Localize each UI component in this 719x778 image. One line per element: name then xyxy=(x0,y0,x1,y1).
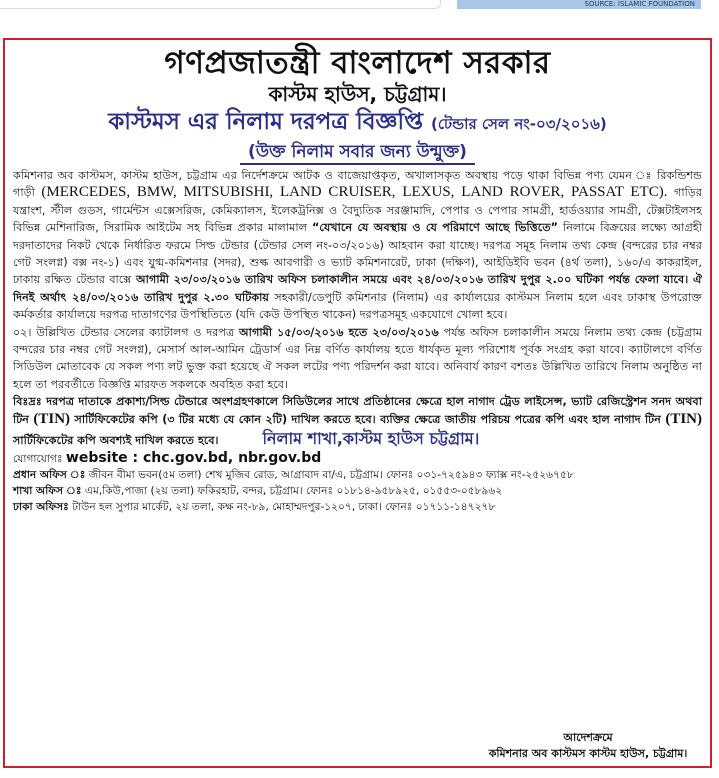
p2-text-b: পর্যন্ত অফিস চলাকালীন সময়ে নিলাম তথ্য কেন্দ্র (চট্টগ্রাম বন্দরের চার নম্বর গেট সংলগ্ন), মেসার্স আল-আমিন ট্রেডার্স এর নিম্ন বর্ণিত কার্যালয় হতে ধার্যকৃত মূল্য পরিশোধ পূর্বক সংগ্রহ করা যাবে। ক্যাটালগে বর্ণিত সিডিউল মোতাবেক যে সকল পণ্য লট ভুক্ত করা হয়েছে ঐ সকল লটের পণ্য পরিদর্শন করা যাবে। অনিবার্য কারণ বশতঃ উল্লিখিত তারিখে নিলাম অনুষ্ঠিত না হলে তা পরবর্তীতে বিজ্ঞপ্তি মারফত সকলকে অবহিত করা হবে। xyxy=(13,325,702,391)
dhaka-office-line xyxy=(13,499,702,515)
website-links: website : chc.gov.bd, nbr.gov.bd xyxy=(65,450,322,467)
tender-sale-number: (টেন্ডার সেল নং-০৩/২০১৬) xyxy=(431,115,607,133)
branch-office-label: শাখা অফিস ঃ xyxy=(13,485,82,498)
p2-text-a: ০২। উল্লিখিত টেন্ডার সেলের ক্যাটালগ ও দরপত্র xyxy=(13,325,235,339)
special-notice xyxy=(13,393,702,450)
tender-notice-ad xyxy=(3,38,712,768)
p1-car-brands: (MERCEDES, BMW, MITSUBISHI, LAND CRUISER, LEXUS, LAND ROVER, PASSAT ETC). xyxy=(41,184,668,201)
p2-catalog-dates: আগামী ১৫/০৩/২০১৬ হতে ২৩/০৩/২০১৬ xyxy=(239,325,439,339)
p1-text-c: নিলামে বিক্রয়ের লক্ষ্যে আগ্রহী দরদাতাদের নিকট থেকে নির্ধারিত ফরমে সিল্ড টেন্ডার (টেন্ডার সেল নং-০৩/২০১৬) আহবান করা যাচ্ছে। দরপত্র সমূহ নিলাম তথ্য কেন্দ্র (বন্দরের চার নম্বর গেট সংলগ্ন) বক্স নং-১) এবং যুগ্ম-কমিশনার (সদর), শুল্ক আবগারী ও ভ্যাট কমিশনারেট, ঢাকা (দক্ষিণ), আইডিইবি ভবন (৪র্থ তলা), ১৬০/এ কাকরাইল, ঢাকায় রক্ষিত টেন্ডার বাক্সে xyxy=(13,221,702,287)
dhaka-office-label: ঢাকা অফিসঃ xyxy=(13,501,69,514)
notice-tin-2: (TIN) xyxy=(665,410,702,427)
head-office-address: জীবন বীমা ভবন(৫ম তলা) শেখ মুজিব রোড, আগ্রাবাদ বা/এ, চট্টগ্রাম। ফোনঃ ০৩১-৭২৫৯৪৩ ফ্যাক্স নং-২৫২৬৭৫৮ xyxy=(88,469,574,482)
contact-label: যোগাযোগঃ xyxy=(13,453,63,466)
notice-tin-1: (TIN) xyxy=(33,410,71,427)
top-strip xyxy=(0,0,719,26)
dhaka-office-address: টাউন হল সুপার মার্কেট, ২য় তলা, কক্ষ নং-৮৯, মোহাম্মদপুর-১২০৭, ঢাকা। ফোনঃ ০১৭১১-১৪৭২৭৮ xyxy=(72,501,496,514)
auction-section-title: নিলাম শাখা,কাস্টম হাউস চট্টগ্রাম। xyxy=(262,429,480,449)
paragraph-1 xyxy=(13,167,702,324)
p1-deadline: আগামী ২৩/০৩/২০১৬ তারিখ অফিস চলাকালীন সময়ে এবং ২৪/০৩/২০১৬ তারিখ দুপুর ২.০০ ঘটিকা পর্যন্ত ফেলা যাবে। ঐ দিনই অর্থাৎ ২৪/০৩/২০১৬ তারিখ দুপুর ২.৩০ ঘটিকায় xyxy=(13,273,702,304)
head-office-label: প্রধান অফিস ঃ xyxy=(13,469,86,482)
notice-text-c: সার্টিফিকেটের কপি অবশ্যই দাখিল করতে হবে। xyxy=(13,434,219,448)
contact-line xyxy=(13,450,702,467)
government-title: গণপ্রজাতন্ত্রী বাংলাদেশ সরকার xyxy=(164,45,551,81)
signature-by-order: আদেশক্রমে xyxy=(563,731,613,744)
notice-title: কাস্টমস এর নিলাম দরপত্র বিজ্ঞপ্তি xyxy=(108,109,423,135)
notice-text-b: সার্টিফিকেটের কপি (৩ টির মধ্যে যে কোন ২টি) দাখিল করতে হবে। ব্যক্তির ক্ষেত্রে জাতীয় পরিচয় পত্রের কপি এবং হাল নাগাদ টিন xyxy=(74,412,661,426)
p1-text-a: কমিশনার অব কাস্টমস, কাস্টম হাউস, চট্টগ্রাম এর নির্দেশক্রমে আটক ও বাজেয়াপ্তকৃত, অখালাসকৃত অবস্থায় পড়ে থাকা বিভিন্ন পণ্য যেমন ঃ রিকন্ডিশন্ড গাড়ী xyxy=(13,169,702,200)
branch-office-line xyxy=(13,483,702,499)
p1-text-d: সহকারী/ডেপুটি কমিশনার (নিলাম) এর কার্যালয়ের কাস্টমস নিলাম হলে এবং ঢাকাস্থ উপরোক্ত কর্মকর্তার কার্যালয়ে দরপত্র দাতাগণের উপস্থিতিতে (যদি কেউ উপস্থিত থাকেন) দরপত্রসমূহ একযোগে খোলা হবে। xyxy=(13,290,703,322)
signature-commissioner: কমিশনার অব কাস্টমস কাস্টম হাউস, চট্টগ্রাম। xyxy=(488,747,688,760)
open-to-all-text: (উক্ত নিলাম সবার জন্য উন্মুক্ত) xyxy=(240,141,475,165)
open-to-all-banner xyxy=(13,141,702,165)
office-title: কাস্টম হাউস, চট্টগ্রাম। xyxy=(268,82,447,106)
paragraph-2 xyxy=(13,324,702,394)
previous-card-edge xyxy=(0,0,441,9)
branch-office-address: এম,কিউ,পাজা (২য় তলা) ফকিরহাট, বন্দর, চট্টগ্রাম। ফোনঃ ০১৮১৪-৯৫৮৯২৫, ০১৫৫৩-০৫৮৯৬২ xyxy=(84,485,503,498)
p1-as-is-clause: “যেখানে যে অবস্থায় ও যে পরিমাণে আছে ভিত্তিতে” xyxy=(311,221,558,235)
notice-title-line xyxy=(13,107,702,139)
source-caption: SOURCE: ISLAMIC FOUNDATION xyxy=(457,0,701,9)
notice-text-a: বিঃদ্রঃ দরপত্র দাতাকে প্রকাশ্য/সিল্ড টেন্ডারে অংশগ্রহণকালে সিডিউলের সাথে প্রতিষ্ঠানের ক্ষেত্রে হাল নাগাদ ট্রেড লাইসেন্স, ভ্যাট রেজিস্ট্রেশন সনদ অথবা টিন xyxy=(13,395,702,426)
p1-text-b: গাড়ির যন্ত্রাংশ, স্টীল গুডস, গার্মেন্টস এক্সেসরিজ, কেমিক্যালস, ইলেকট্রনিক্স ও বৈদ্যুতিক সরঞ্জামাদি, পেপার ও পেপার সামগ্রী, হার্ডওয়্যার সামগ্রী, টেক্সটাইলসহ বিভিন্ন মেশিনারিজ, সিরামিক আইটেম সহ বিভিন্ন প্রকার মালামাল xyxy=(13,186,702,235)
head-office-line xyxy=(13,467,702,483)
signature-block xyxy=(488,730,688,762)
